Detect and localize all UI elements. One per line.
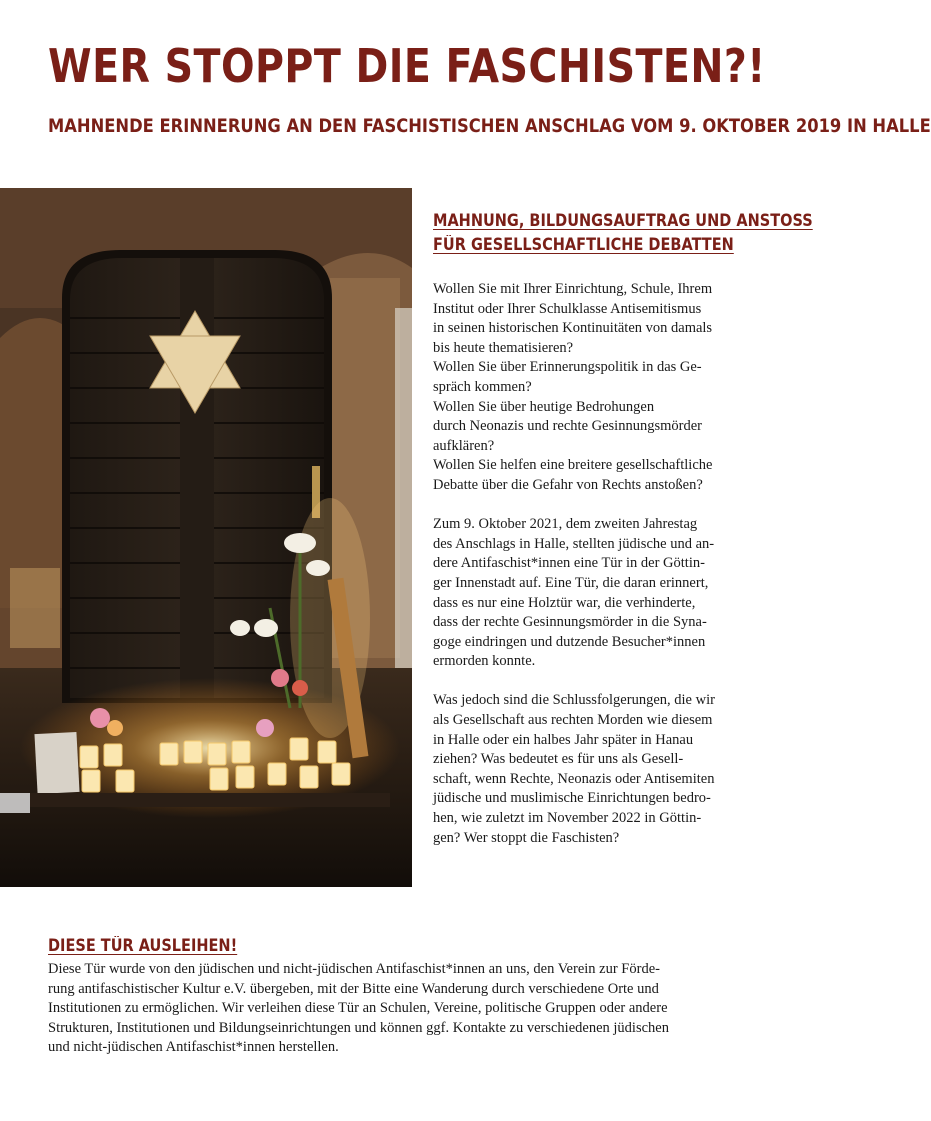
page-subtitle: MAHNENDE ERINNERUNG AN DEN FASCHISTISCHEN ANSCHLAG VOM 9. OKTOBER 2019 IN HALLE bbox=[48, 115, 931, 137]
text-line: aufklären? bbox=[433, 437, 495, 454]
text-line: und nicht-jüdischen Antifaschist*innen herstellen. bbox=[48, 1039, 339, 1056]
section-heading-line-1: MAHNUNG, BILDUNGSAUFTRAG UND ANSTOSS bbox=[433, 211, 813, 230]
paragraph-questions bbox=[433, 280, 751, 496]
text-line: goge eindringen und dutzende Besucher*innen bbox=[433, 633, 706, 650]
page-title: WER STOPPT DIE FASCHISTEN?! bbox=[48, 39, 766, 93]
text-line: ermorden konnte. bbox=[433, 653, 536, 670]
text-line: Wollen Sie mit Ihrer Einrichtung, Schule, Ihrem bbox=[433, 281, 713, 297]
text-line: hen, wie zuletzt im November 2022 in Göttin- bbox=[433, 810, 702, 827]
paragraph-conclusions bbox=[433, 691, 751, 848]
text-line: als Gesellschaft aus rechten Morden wie diesem bbox=[433, 712, 713, 729]
section-heading-line-2: FÜR GESELLSCHAFTLICHE DEBATTEN bbox=[433, 235, 734, 254]
text-line: ziehen? Was bedeutet es für uns als Gesell- bbox=[433, 751, 684, 768]
text-line: Strukturen, Institutionen und Bildungseinrichtungen und können ggf. Kontakte zu verschiedenen jüdischen bbox=[48, 1019, 669, 1036]
text-line: jüdische und muslimische Einrichtungen bedro- bbox=[433, 790, 711, 807]
text-line: dere Antifaschist*innen eine Tür in der Göttin- bbox=[433, 555, 705, 572]
paragraph-door-story bbox=[433, 515, 751, 672]
text-line: rung antifaschistischer Kultur e.V. übergeben, mit der Bitte eine Wanderung durch verschiedene Orte und bbox=[48, 980, 659, 997]
text-line: spräch kommen? bbox=[433, 378, 532, 395]
text-line: Was jedoch sind die Schlussfolgerungen, die wir bbox=[433, 692, 715, 709]
text-line: in seinen historischen Kontinuitäten von damals bbox=[433, 320, 713, 337]
text-line: Institut oder Ihrer Schulklasse Antisemitismus bbox=[433, 300, 702, 317]
text-line: in Halle oder ein halbes Jahr später in Hanau bbox=[433, 731, 694, 748]
section-body bbox=[433, 280, 751, 868]
text-line: Wollen Sie über heutige Bedrohungen bbox=[433, 398, 655, 415]
text-line: Wollen Sie helfen eine breitere gesellschaftliche bbox=[433, 457, 713, 474]
text-line: des Anschlags in Halle, stellten jüdische und an- bbox=[433, 535, 715, 552]
text-line: schaft, wenn Rechte, Neonazis oder Antisemiten bbox=[433, 770, 715, 787]
lend-heading: DIESE TÜR AUSLEIHEN! bbox=[48, 936, 238, 955]
text-line: Institutionen zu ermöglichen. Wir verleihen diese Tür an Schulen, Vereine, politische Gruppen oder andere bbox=[48, 1000, 668, 1017]
text-line: Wollen Sie über Erinnerungspolitik in das Ge- bbox=[433, 359, 702, 376]
memorial-door-photo bbox=[0, 188, 412, 887]
section-heading bbox=[433, 209, 813, 257]
text-line: Diese Tür wurde von den jüdischen und nicht-jüdischen Antifaschist*innen an uns, den Verein zur Förde- bbox=[48, 961, 660, 977]
text-line: bis heute thematisieren? bbox=[433, 339, 574, 356]
text-line: Debatte über die Gefahr von Rechts anstoßen? bbox=[433, 476, 703, 493]
text-line: dass der rechte Gesinnungsmörder in die Syna- bbox=[433, 614, 707, 631]
text-line: durch Neonazis und rechte Gesinnungsmörder bbox=[433, 418, 702, 435]
text-line: gen? Wer stoppt die Faschisten? bbox=[433, 829, 620, 846]
lend-body bbox=[48, 960, 758, 1058]
text-line: ger Innenstadt auf. Eine Tür, die daran erinnert, bbox=[433, 574, 709, 591]
text-line: dass es nur eine Holztür war, die verhinderte, bbox=[433, 594, 696, 611]
text-line: Zum 9. Oktober 2021, dem zweiten Jahrestag bbox=[433, 516, 698, 533]
